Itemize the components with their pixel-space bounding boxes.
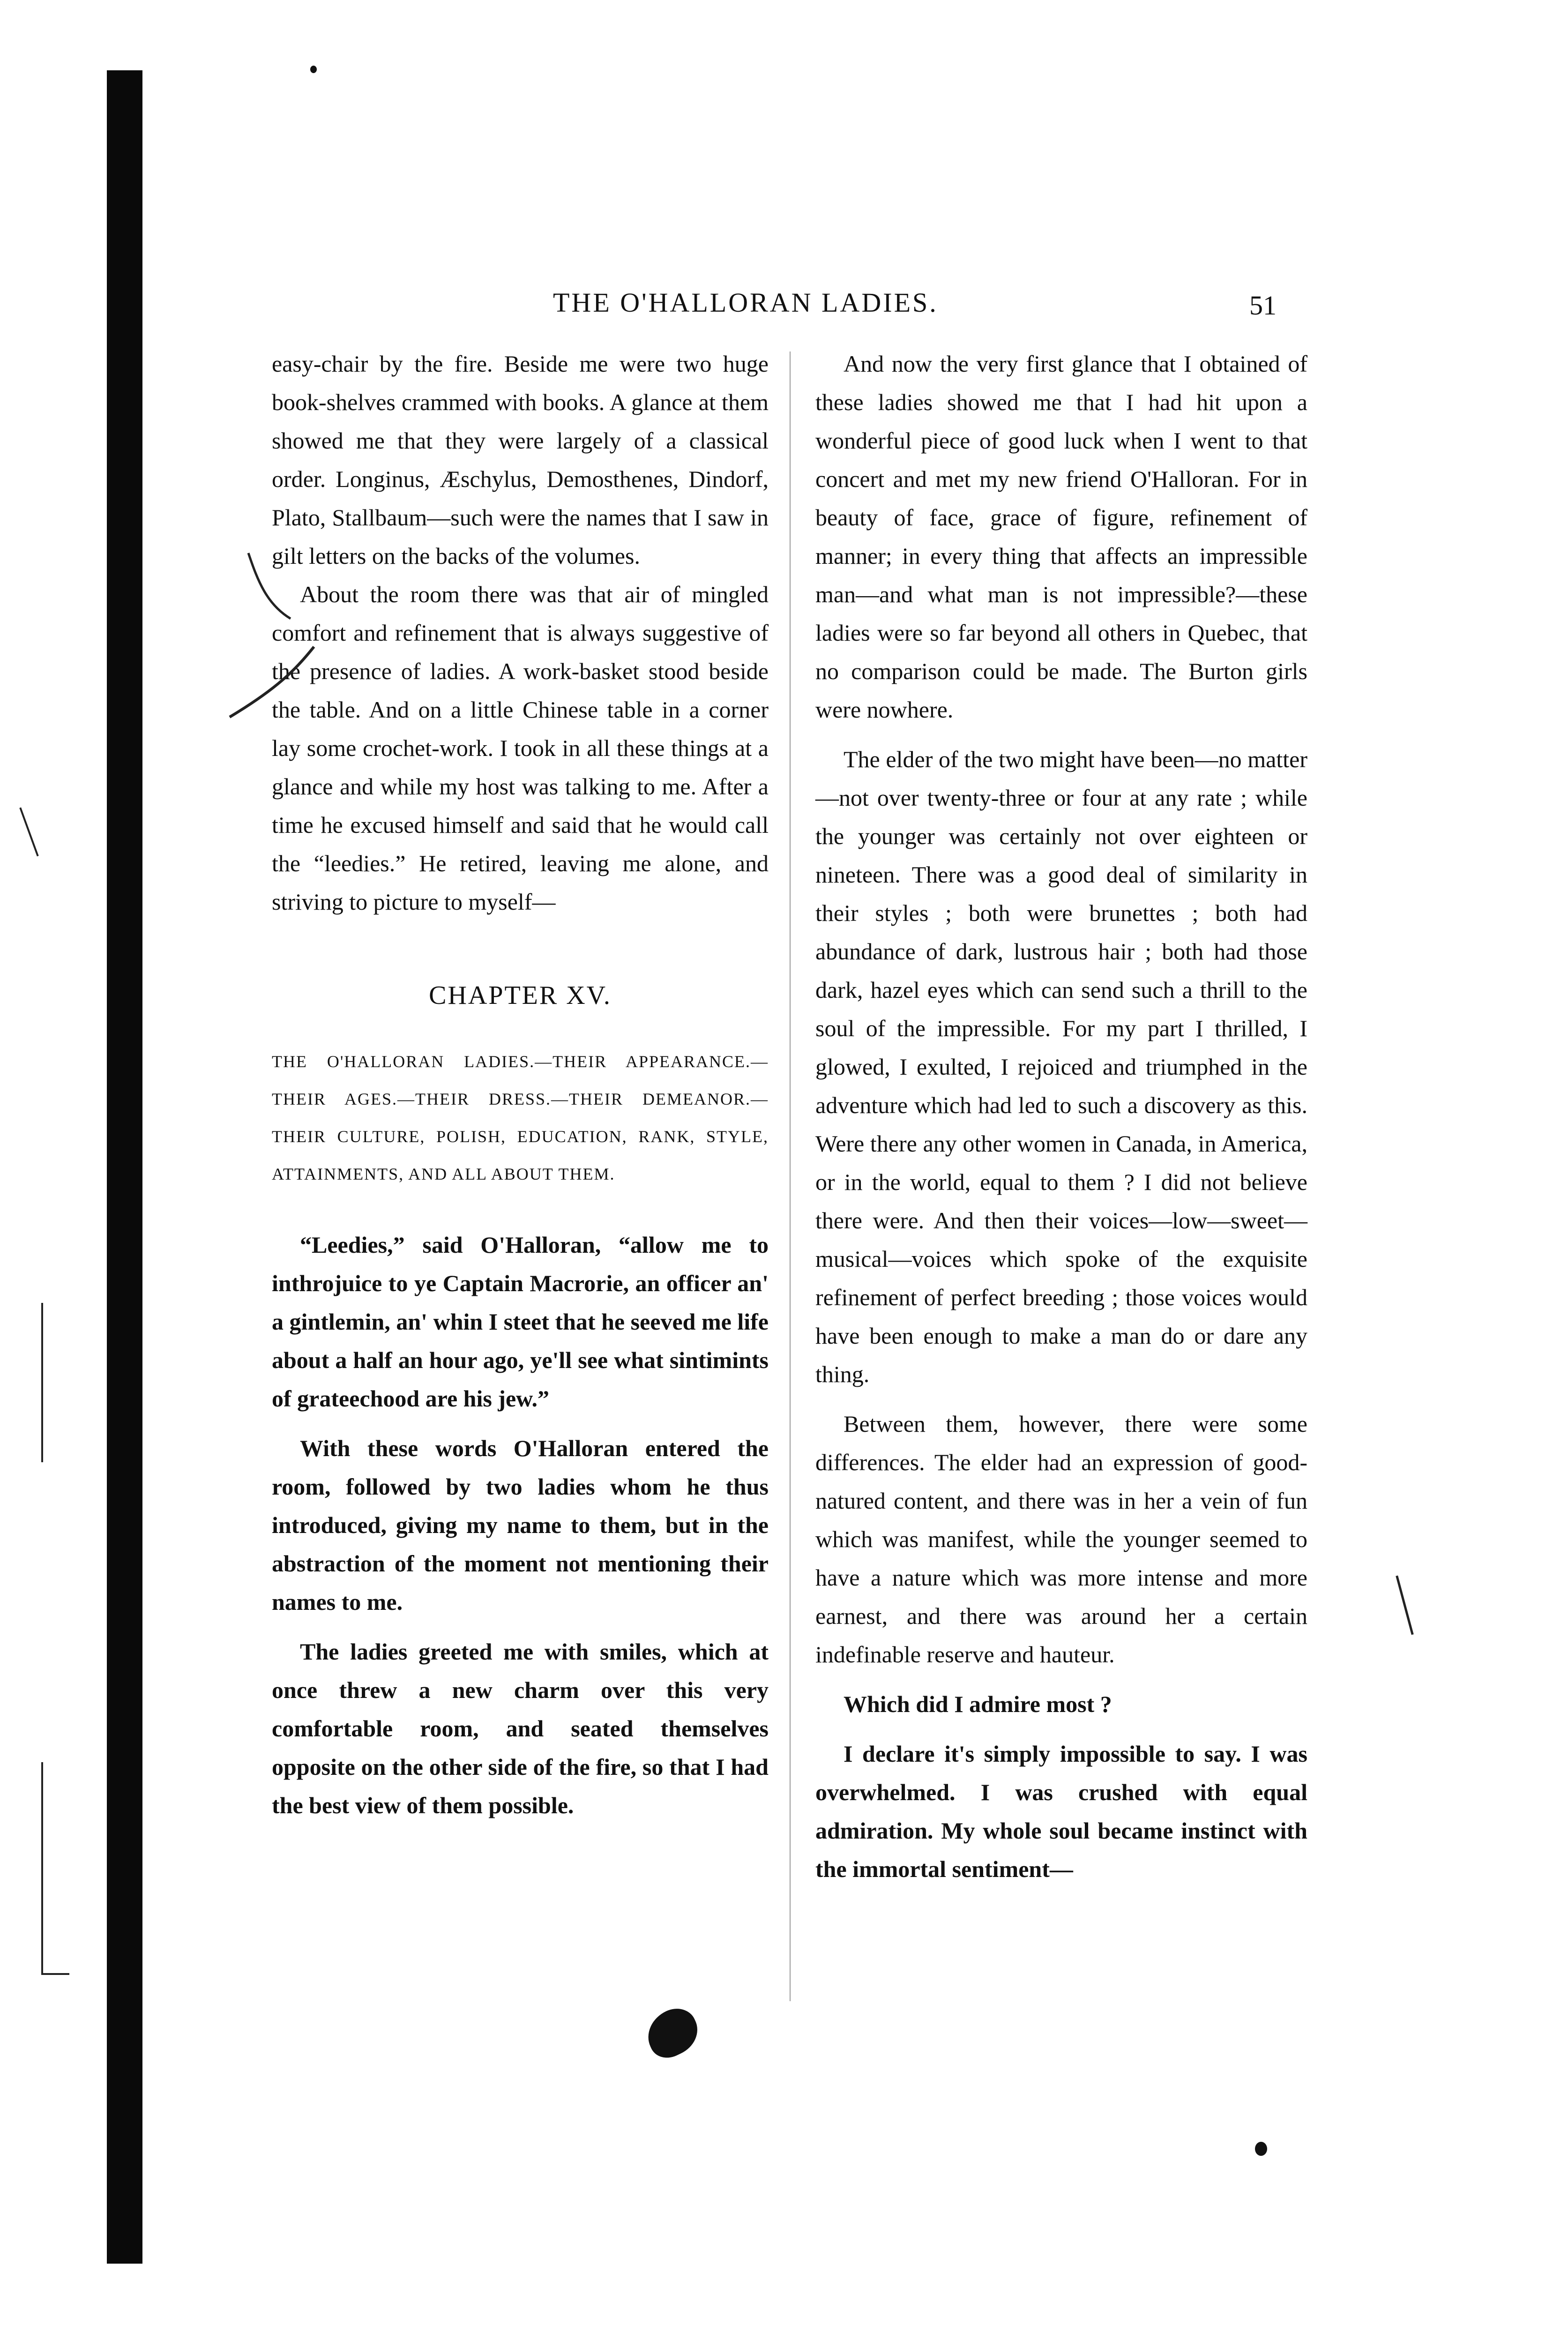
paragraph-chapter-3: The ladies greeted me with smiles, which at once threw a new charm over this very comfortable room, and seated themselves opposite on the other side of the fire, so that I had the best view of them possible. — [272, 1638, 769, 1818]
margin-tick-mark — [41, 1762, 43, 1973]
right-column — [815, 344, 1307, 1888]
margin-tick-mark — [41, 1973, 69, 1975]
paragraph-chapter-1: “Leedies,” said O'Halloran, “allow me to inthrojuice to ye Captain Macrorie, an officer an' a gintlemin, an' whin I steet that he seeved me life about a half an hour ago, ye'll see what sintimints of grateechood are his jew.” — [272, 1232, 769, 1412]
paragraph-right-2: The elder of the two might have been—no matter—not over twenty-three or four at any rate ; while the younger was certainly not over eighteen or nineteen. There was a good deal of similarity in their styles ; both were brunettes ; both had abundance of dark, lustrous hair ; both had those dark, hazel eyes which can send such a thrill to the soul of the impressible. For my part I thrilled, I glowed, I exulted, I rejoiced and triumphed in the adventure which had led to such a discovery as this. Were there any other women in Canada, in America, or in the world, equal to them ? I did not believe there were. And then their voices—low—sweet—musical—voices which spoke of the exquisite refinement of perfect breeding ; those voices would have been enough to make a man do or dare any thing. — [815, 746, 1307, 1387]
book-spine-shadow — [107, 70, 142, 2264]
ink-dot — [1255, 2142, 1267, 2156]
column-divider — [790, 351, 791, 2001]
left-column — [272, 344, 769, 1825]
paragraph-left-1: easy-chair by the fire. Beside me were two huge book-shelves crammed with books. A glance at them showed me that they were largely of a classical order. Longinus, Æschylus, Demosthenes, Dindorf, Plato, Stallbaum—such were the names that I saw in gilt letters on the backs of the volumes. — [272, 351, 769, 569]
ink-blot — [640, 2002, 705, 2064]
chapter-title: CHAPTER XV. — [429, 981, 612, 1010]
ink-dot — [310, 66, 317, 73]
paragraph-right-1: And now the very first glance that I obtained of these ladies showed me that I had hit upon a wonderful piece of good luck when I went to that concert and met my new friend O'Halloran. For in beauty of face, grace of figure, refinement of manner; in every thing that affects an impressible man—and what man is not impressible?—these ladies were so far beyond all others in Quebec, that no comparison could be made. The Burton girls were nowhere. — [815, 351, 1307, 723]
paragraph-right-5: I declare it's simply impossible to say. I was overwhelmed. I was crushed with equal admiration. My whole soul became instinct with the immortal sentiment— — [815, 1741, 1307, 1882]
margin-tick-mark — [41, 1303, 43, 1462]
paragraph-right-4: Which did I admire most ? — [844, 1691, 1112, 1717]
pencil-bracket-icon — [220, 539, 342, 736]
paragraph-chapter-2: With these words O'Halloran entered the room, followed by two ladies whom he thus introduced, giving my name to them, but in the abstraction of the moment not mentioning their names to me. — [272, 1435, 769, 1615]
paragraph-right-3: Between them, however, there were some differences. The elder had an expression of good-natured content, and there was in her a vein of fun which was manifest, while the younger seemed to have a nature which was more intense and more earnest, and there was around her a certain indefinable reserve and hauteur. — [815, 1411, 1307, 1667]
running-header: THE O'HALLORAN LADIES. — [553, 287, 938, 318]
margin-tick-mark — [1396, 1576, 1413, 1635]
chapter-synopsis: THE O'HALLORAN LADIES.—THEIR APPEARANCE.—THEIR AGES.—THEIR DRESS.—THEIR DEMEANOR.—THEIR CULTURE, POLISH, EDUCATION, RANK, STYLE, ATTAINMENTS, AND ALL ABOUT THEM. — [272, 1052, 769, 1183]
page-number: 51 — [1249, 290, 1277, 321]
paragraph-left-2: About the room there was that air of mingled comfort and refinement that is always suggestive of the presence of ladies. A work-basket stood beside the table. And on a little Chinese table in a corner lay some crochet-work. I took in all these things at a glance and while my host was talking to me. After a time he excused himself and said that he would call the “leedies.” He retired, leaving me alone, and striving to picture to myself— — [272, 581, 769, 915]
margin-tick-mark — [19, 808, 38, 857]
